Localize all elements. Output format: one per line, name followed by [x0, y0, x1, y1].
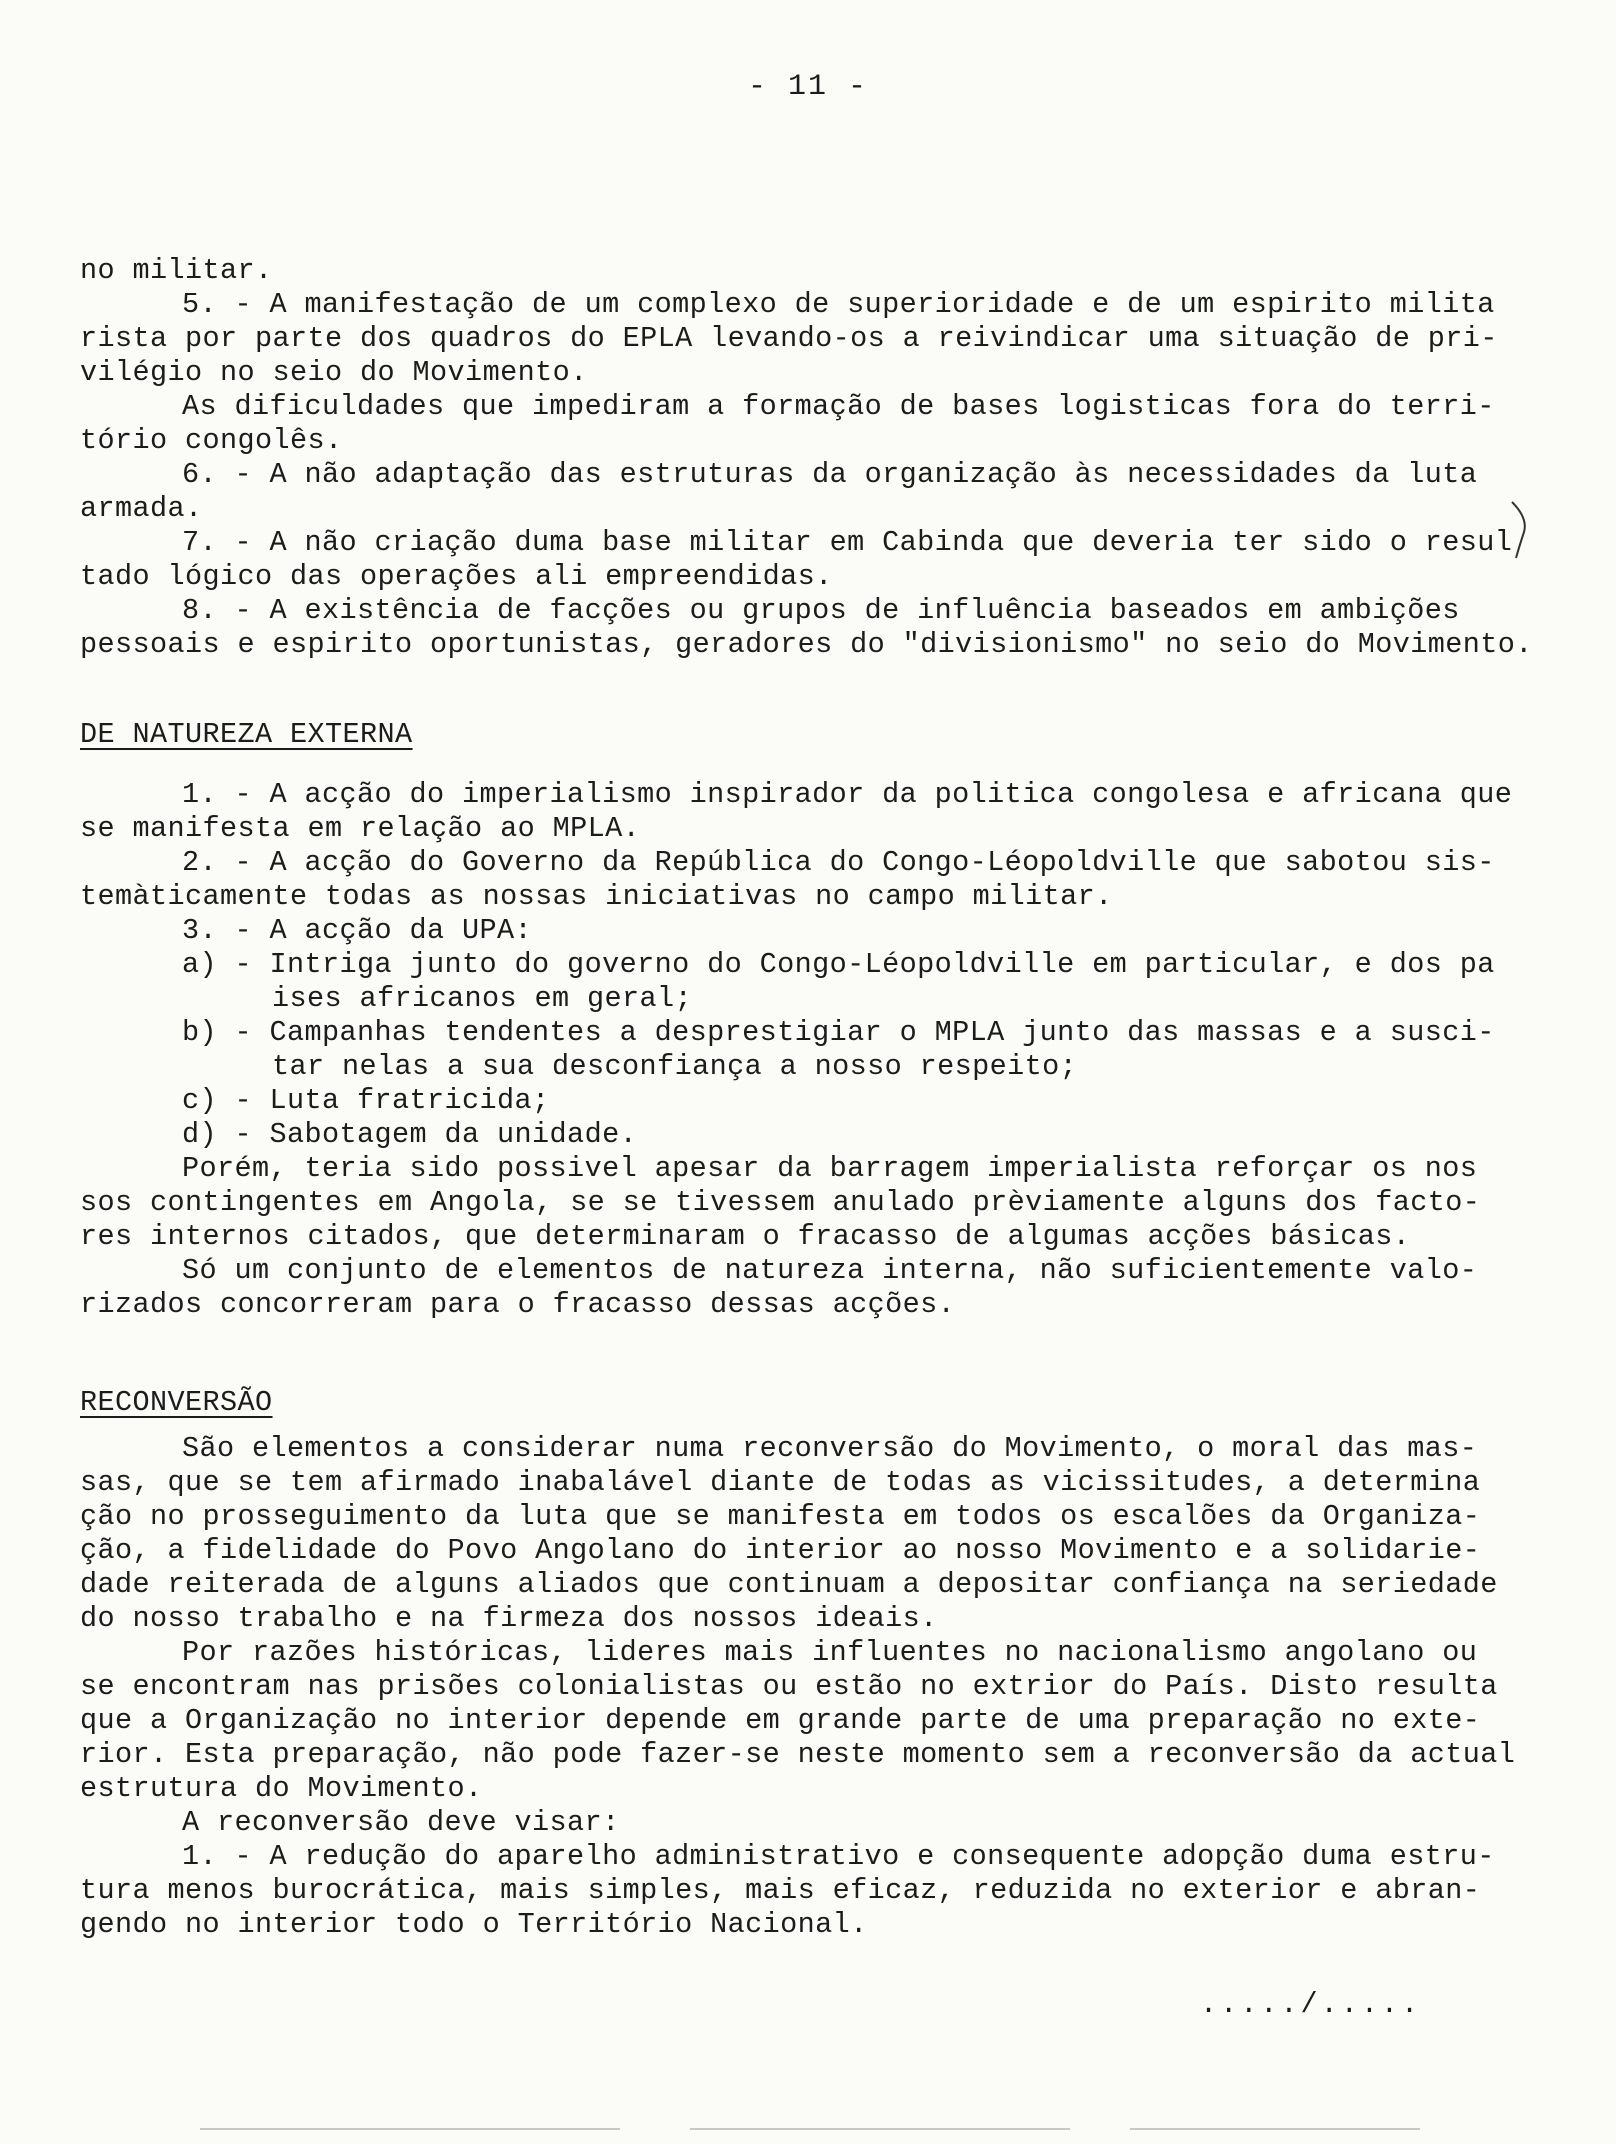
text-line: 1. - A acção do imperialismo inspirador da politica congolesa e africana que: [182, 778, 1513, 811]
text-line: dade reiterada de alguns aliados que continuam a depositar confiança na seriedade: [80, 1568, 1498, 1601]
text-line: do nosso trabalho e na firmeza dos nossos ideais.: [80, 1602, 938, 1635]
text-line: A reconversão deve visar:: [182, 1806, 620, 1839]
text-line: Porém, teria sido possivel apesar da barragem imperialista reforçar os nos: [182, 1152, 1478, 1185]
text-line: a) - Intriga junto do governo do Congo-Léopoldville em particular, e dos pa: [182, 948, 1495, 981]
text-line: As dificuldades que impediram a formação de bases logisticas fora do terri-: [182, 390, 1495, 423]
text-line: no militar.: [80, 254, 273, 287]
text-line: ção no prosseguimento da luta que se manifesta em todos os escalões da Organiza-: [80, 1500, 1481, 1533]
text-line: estrutura do Movimento.: [80, 1772, 483, 1805]
text-line: tar nelas a sua desconfiança a nosso respeito;: [272, 1050, 1078, 1083]
text-line: se manifesta em relação ao MPLA.: [80, 812, 641, 845]
handwritten-bracket-mark: [1510, 498, 1532, 562]
scan-edge-line: [690, 2128, 1070, 2130]
section-heading-external: DE NATUREZA EXTERNA: [80, 718, 413, 751]
text-line: gendo no interior todo o Território Nacional.: [80, 1908, 868, 1941]
text-line: rior. Esta preparação, não pode fazer-se neste momento sem a reconversão da actual: [80, 1738, 1516, 1771]
text-line: rista por parte dos quadros do EPLA levando-os a reivindicar uma situação de pri-: [80, 322, 1498, 355]
scan-edge-line: [200, 2128, 620, 2130]
text-line: ção, a fidelidade do Povo Angolano do interior ao nosso Movimento e a solidarie-: [80, 1534, 1481, 1567]
text-line: armada.: [80, 492, 203, 525]
text-line: rizados concorreram para o fracasso dessas acções.: [80, 1288, 956, 1321]
text-line: sos contingentes em Angola, se se tivessem anulado prèviamente alguns dos facto-: [80, 1186, 1481, 1219]
continuation-marker: ...../.....: [1200, 1988, 1422, 2021]
text-line: que a Organização no interior depende em grande parte de uma preparação no exte-: [80, 1704, 1481, 1737]
text-line: 1. - A redução do aparelho administrativo e consequente adopção duma estru-: [182, 1840, 1495, 1873]
text-line: vilégio no seio do Movimento.: [80, 356, 588, 389]
text-line: temàticamente todas as nossas iniciativas no campo militar.: [80, 880, 1113, 913]
text-line: tura menos burocrática, mais simples, mais eficaz, reduzida no exterior e abran-: [80, 1874, 1481, 1907]
text-line: tado lógico das operações ali empreendidas.: [80, 560, 833, 593]
section-heading-reconversion: RECONVERSÃO: [80, 1386, 273, 1419]
text-line: res internos citados, que determinaram o fracasso de algumas acções básicas.: [80, 1220, 1411, 1253]
text-line: Só um conjunto de elementos de natureza interna, não suficientemente valo-: [182, 1254, 1478, 1287]
text-line: 7. - A não criação duma base militar em Cabinda que deveria ter sido o resul: [182, 526, 1513, 559]
text-line: se encontram nas prisões colonialistas ou estão no extrior do País. Disto resulta: [80, 1670, 1498, 1703]
text-line: 5. - A manifestação de um complexo de superioridade e de um espirito milita: [182, 288, 1495, 321]
text-line: b) - Campanhas tendentes a desprestigiar o MPLA junto das massas e a susci-: [182, 1016, 1495, 1049]
text-line: 2. - A acção do Governo da República do Congo-Léopoldville que sabotou sis-: [182, 846, 1495, 879]
text-line: 6. - A não adaptação das estruturas da organização às necessidades da luta: [182, 458, 1478, 491]
text-line: 3. - A acção da UPA:: [182, 914, 533, 947]
text-line: pessoais e espirito oportunistas, geradores do "divisionismo" no seio do Movimento.: [80, 628, 1533, 661]
text-line: Por razões históricas, lideres mais influentes no nacionalismo angolano ou: [182, 1636, 1478, 1669]
text-line: d) - Sabotagem da unidade.: [182, 1118, 638, 1151]
text-line: ises africanos em geral;: [272, 982, 693, 1015]
text-line: tório congolês.: [80, 424, 343, 457]
text-line: 8. - A existência de facções ou grupos de influência baseados em ambições: [182, 594, 1460, 627]
text-line: São elementos a considerar numa reconversão do Movimento, o moral das mas-: [182, 1432, 1478, 1465]
text-line: sas, que se tem afirmado inabalável diante de todas as vicissitudes, a determina: [80, 1466, 1481, 1499]
scan-edge-line: [1130, 2128, 1420, 2130]
page-number: - 11 -: [747, 70, 869, 104]
text-line: c) - Luta fratricida;: [182, 1084, 550, 1117]
